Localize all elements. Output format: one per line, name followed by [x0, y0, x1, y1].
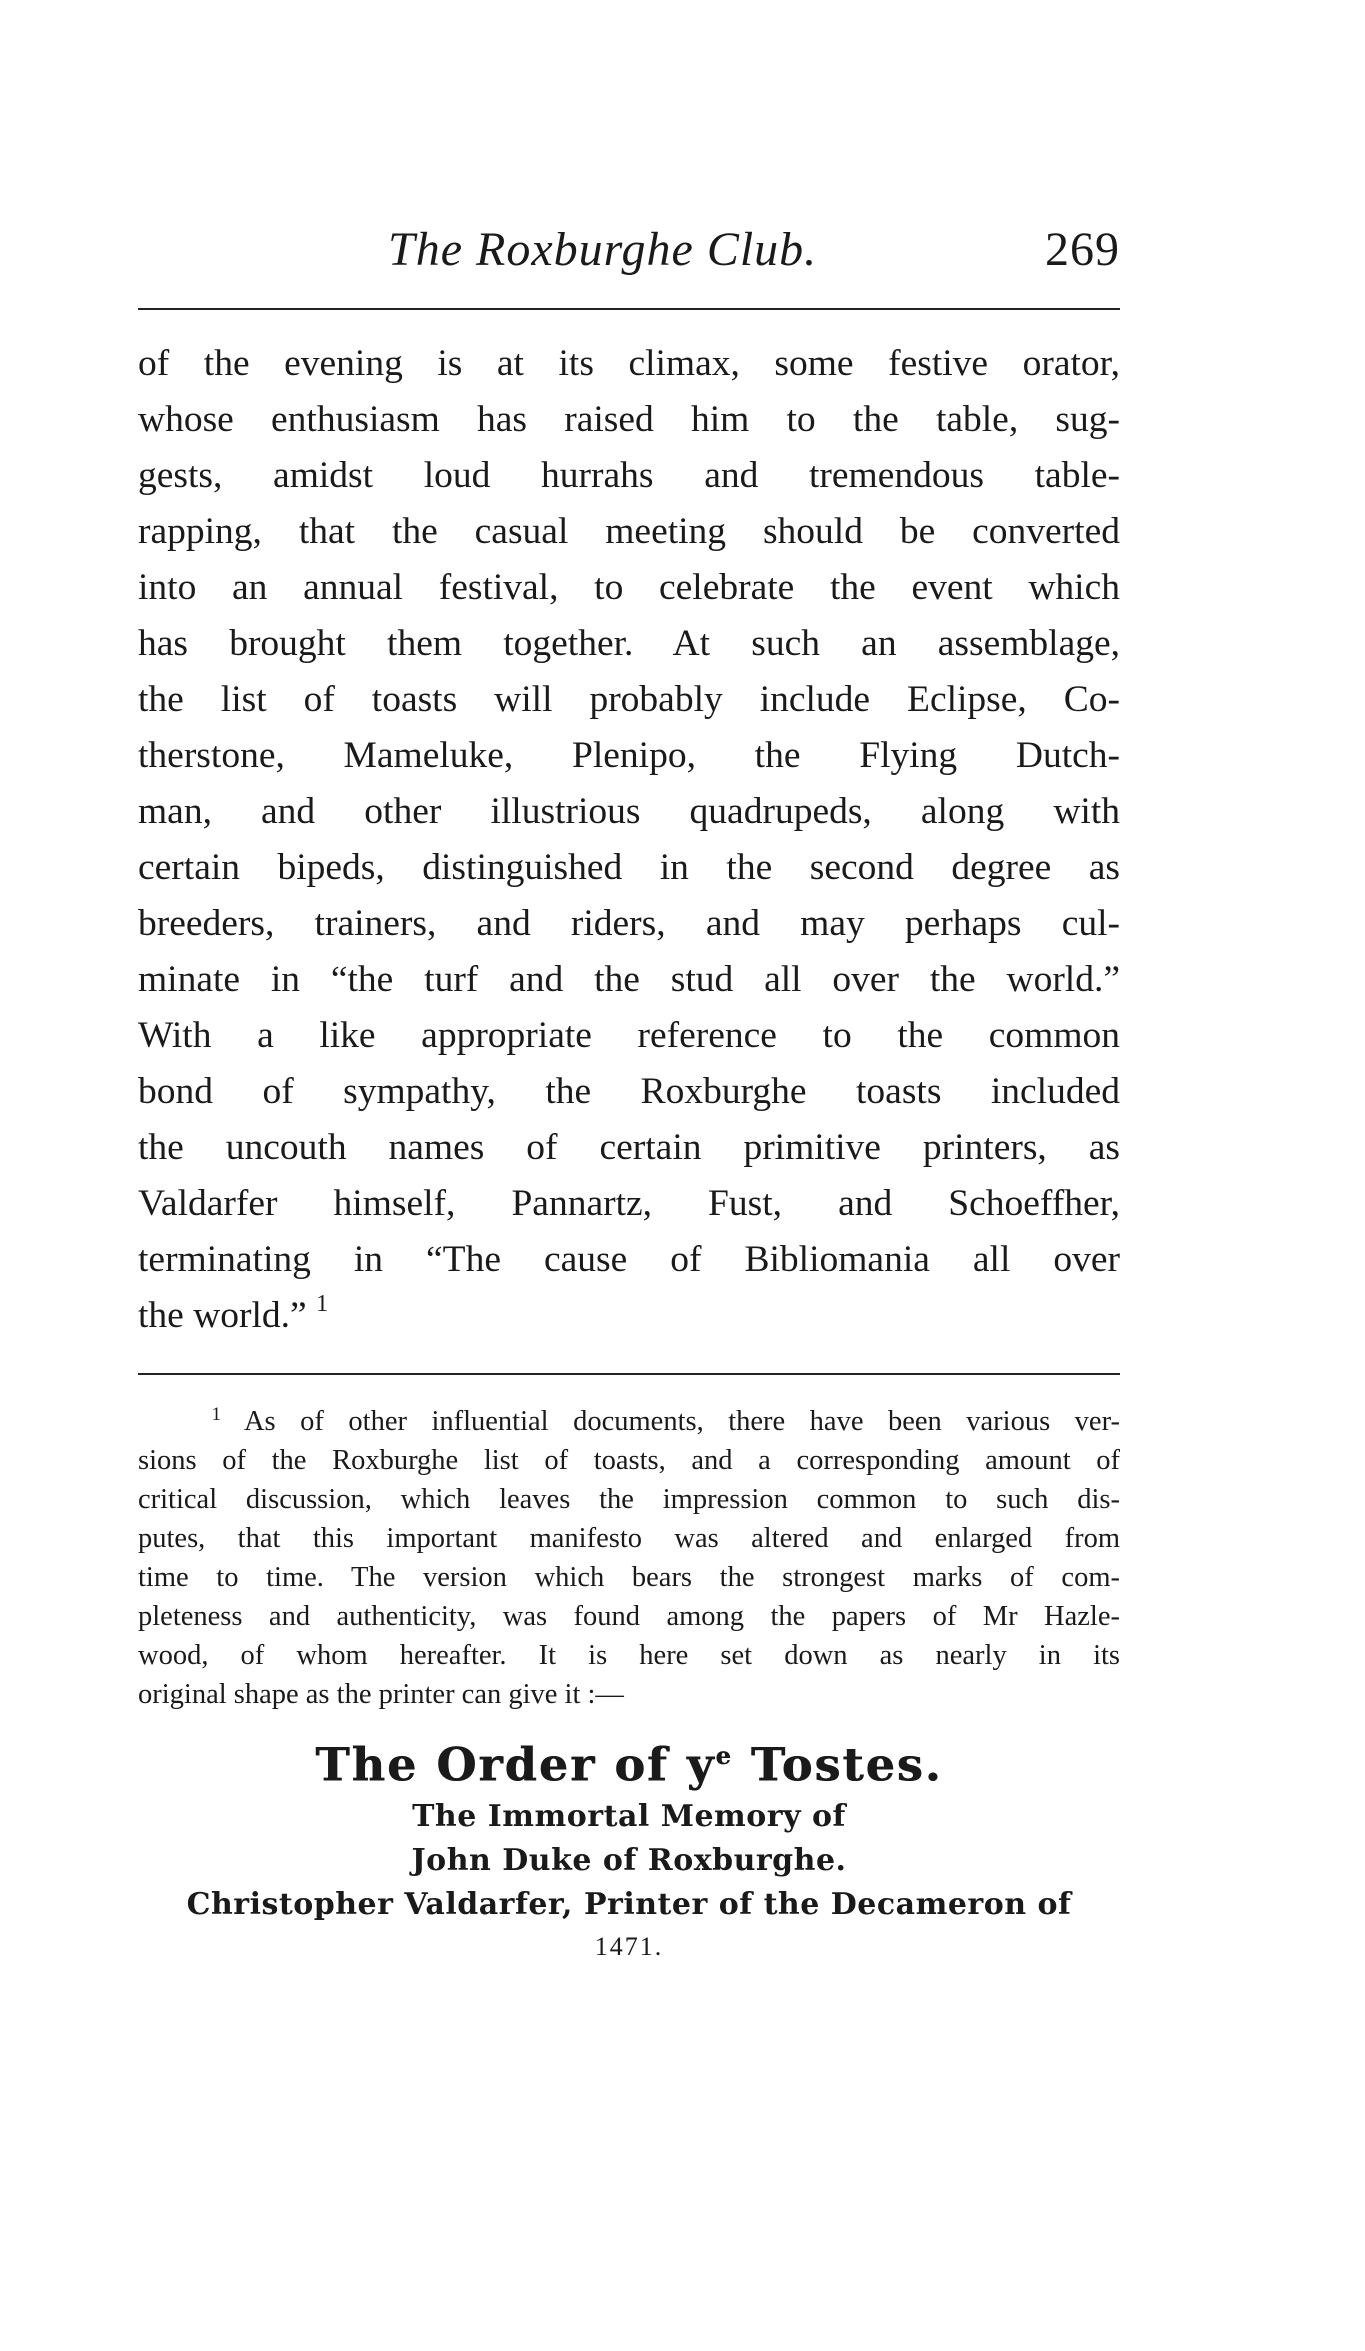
- footnote-rule: [138, 1373, 1120, 1375]
- toast-line: John Duke of Roxburghe.: [411, 1843, 847, 1879]
- footnote-line: wood, of whom hereafter. It is here set down as nearly in its: [138, 1640, 1120, 1671]
- text-line: therstone, Mameluke, Plenipo, the Flying Dutch-: [138, 735, 1120, 776]
- running-title: The Roxburghe Club.: [388, 223, 818, 276]
- toasts-heading-post: Tostes.: [732, 1737, 943, 1792]
- page-number: 269: [1045, 223, 1120, 276]
- footnote-line-first: [138, 1402, 1120, 1441]
- footnote-first-text: As of other influential documents, there have been various ver-: [243, 1406, 1120, 1437]
- footnote-line: sions of the Roxburghe list of toasts, and a corresponding amount of: [138, 1445, 1120, 1476]
- toast-year: 1471.: [594, 1932, 664, 1962]
- last-line-text: the world.”: [138, 1295, 307, 1336]
- footnote-line-last: original shape as the printer can give it :—: [138, 1679, 624, 1710]
- toast-line: Christopher Valdarfer, Printer of the Decameron of: [186, 1887, 1072, 1923]
- book-page: [138, 0, 1120, 2351]
- text-line-last: [138, 1288, 1120, 1344]
- footnote-line: putes, that this important manifesto was altered and enlarged from: [138, 1523, 1120, 1554]
- text-line: whose enthusiasm has raised him to the table, sug-: [138, 399, 1120, 440]
- main-paragraph: [138, 336, 1120, 1344]
- footnote-line: time to time. The version which bears the strongest marks of com-: [138, 1562, 1120, 1593]
- footnote-marker: 1: [211, 1404, 222, 1425]
- toasts-heading-sup: e: [715, 1741, 733, 1770]
- header-rule: [138, 308, 1120, 310]
- text-line: breeders, trainers, and riders, and may perhaps cul-: [138, 903, 1120, 944]
- text-line: the uncouth names of certain primitive printers, as: [138, 1127, 1120, 1168]
- toasts-heading-pre: The Order of y: [315, 1737, 716, 1792]
- text-line: of the evening is at its climax, some festive orator,: [138, 343, 1120, 384]
- footnote-line: critical discussion, which leaves the impression common to such dis-: [138, 1484, 1120, 1515]
- text-line: minate in “the turf and the stud all over the world.”: [138, 959, 1120, 1000]
- footnote-reference: 1: [316, 1291, 329, 1317]
- text-line: terminating in “The cause of Bibliomania all over: [138, 1239, 1120, 1280]
- text-line: man, and other illustrious quadrupeds, along with: [138, 791, 1120, 832]
- toasts-heading: [138, 1725, 1120, 1795]
- text-line: rapping, that the casual meeting should be converted: [138, 511, 1120, 552]
- text-line: gests, amidst loud hurrahs and tremendous table-: [138, 455, 1120, 496]
- text-line: With a like appropriate reference to the common: [138, 1015, 1120, 1056]
- text-line: the list of toasts will probably include Eclipse, Co-: [138, 679, 1120, 720]
- text-line: Valdarfer himself, Pannartz, Fust, and Schoeffher,: [138, 1183, 1120, 1224]
- text-line: into an annual festival, to celebrate the event which: [138, 567, 1120, 608]
- page-header: [138, 222, 1120, 292]
- toast-line: The Immortal Memory of: [412, 1799, 846, 1835]
- footnote: [138, 1402, 1120, 1714]
- footnote-line: pleteness and authenticity, was found among the papers of Mr Hazle-: [138, 1601, 1120, 1632]
- text-line: bond of sympathy, the Roxburghe toasts included: [138, 1071, 1120, 1112]
- text-line: certain bipeds, distinguished in the second degree as: [138, 847, 1120, 888]
- text-line: has brought them together. At such an assemblage,: [138, 623, 1120, 664]
- toast-list: [138, 1725, 1120, 1967]
